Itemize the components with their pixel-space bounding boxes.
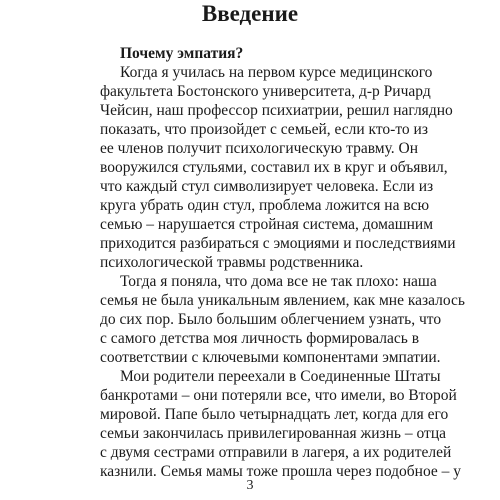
text-line: вооружился стульями, составил их в круг и объявил, xyxy=(100,159,448,176)
text-line: семьи закончилась привилегированная жизнь – отца xyxy=(100,425,446,442)
text-line: до сих пор. Было большим облегчением узнать, что xyxy=(100,311,442,328)
page-number: 3 xyxy=(246,478,254,493)
text-line: семью – нарушается стройная система, домашним xyxy=(100,216,434,233)
section-heading: Почему эмпатия? xyxy=(120,45,244,62)
text-line: приходится разбираться с эмоциями и последствиями xyxy=(100,235,456,252)
text-line: семья не была уникальным явлением, как мне казалось xyxy=(100,292,465,309)
text-line: что каждый стул символизирует человека. Если из xyxy=(100,178,434,195)
text-line: Мои родители переехали в Соединенные Штаты xyxy=(120,368,441,385)
text-line: казнили. Семья мамы тоже прошла через подобное – у xyxy=(100,463,462,480)
text-line: факультета Бостонского университета, д-р Ричард xyxy=(100,83,431,100)
text-line: банкротами – они потеряли все, что имели, во Второй xyxy=(100,387,457,404)
text-line: Тогда я поняла, что дома все не так плохо: наша xyxy=(120,273,437,290)
text-line: ее членов получит психологическую травму. Он xyxy=(100,140,419,157)
page-title: Введение xyxy=(201,1,299,26)
text-line: соответствии с ключевыми компонентами эмпатии. xyxy=(100,349,441,366)
text-line: показать, что произойдет с семьей, если кто-то из xyxy=(100,121,428,138)
text-line: психологической травмы родственника. xyxy=(100,254,364,271)
text-line: с двумя сестрами отправили в лагеря, а их родителей xyxy=(100,444,452,461)
text-line: Чейсин, наш профессор психиатрии, решил наглядно xyxy=(100,102,453,119)
text-line: с самого детства моя личность формировалась в xyxy=(100,330,420,347)
text-line: мировой. Папе было четырнадцать лет, когда для его xyxy=(100,406,449,423)
text-line: круга убрать один стул, проблема ложится на всю xyxy=(100,197,430,214)
text-line: Когда я училась на первом курсе медицинского xyxy=(120,64,433,81)
